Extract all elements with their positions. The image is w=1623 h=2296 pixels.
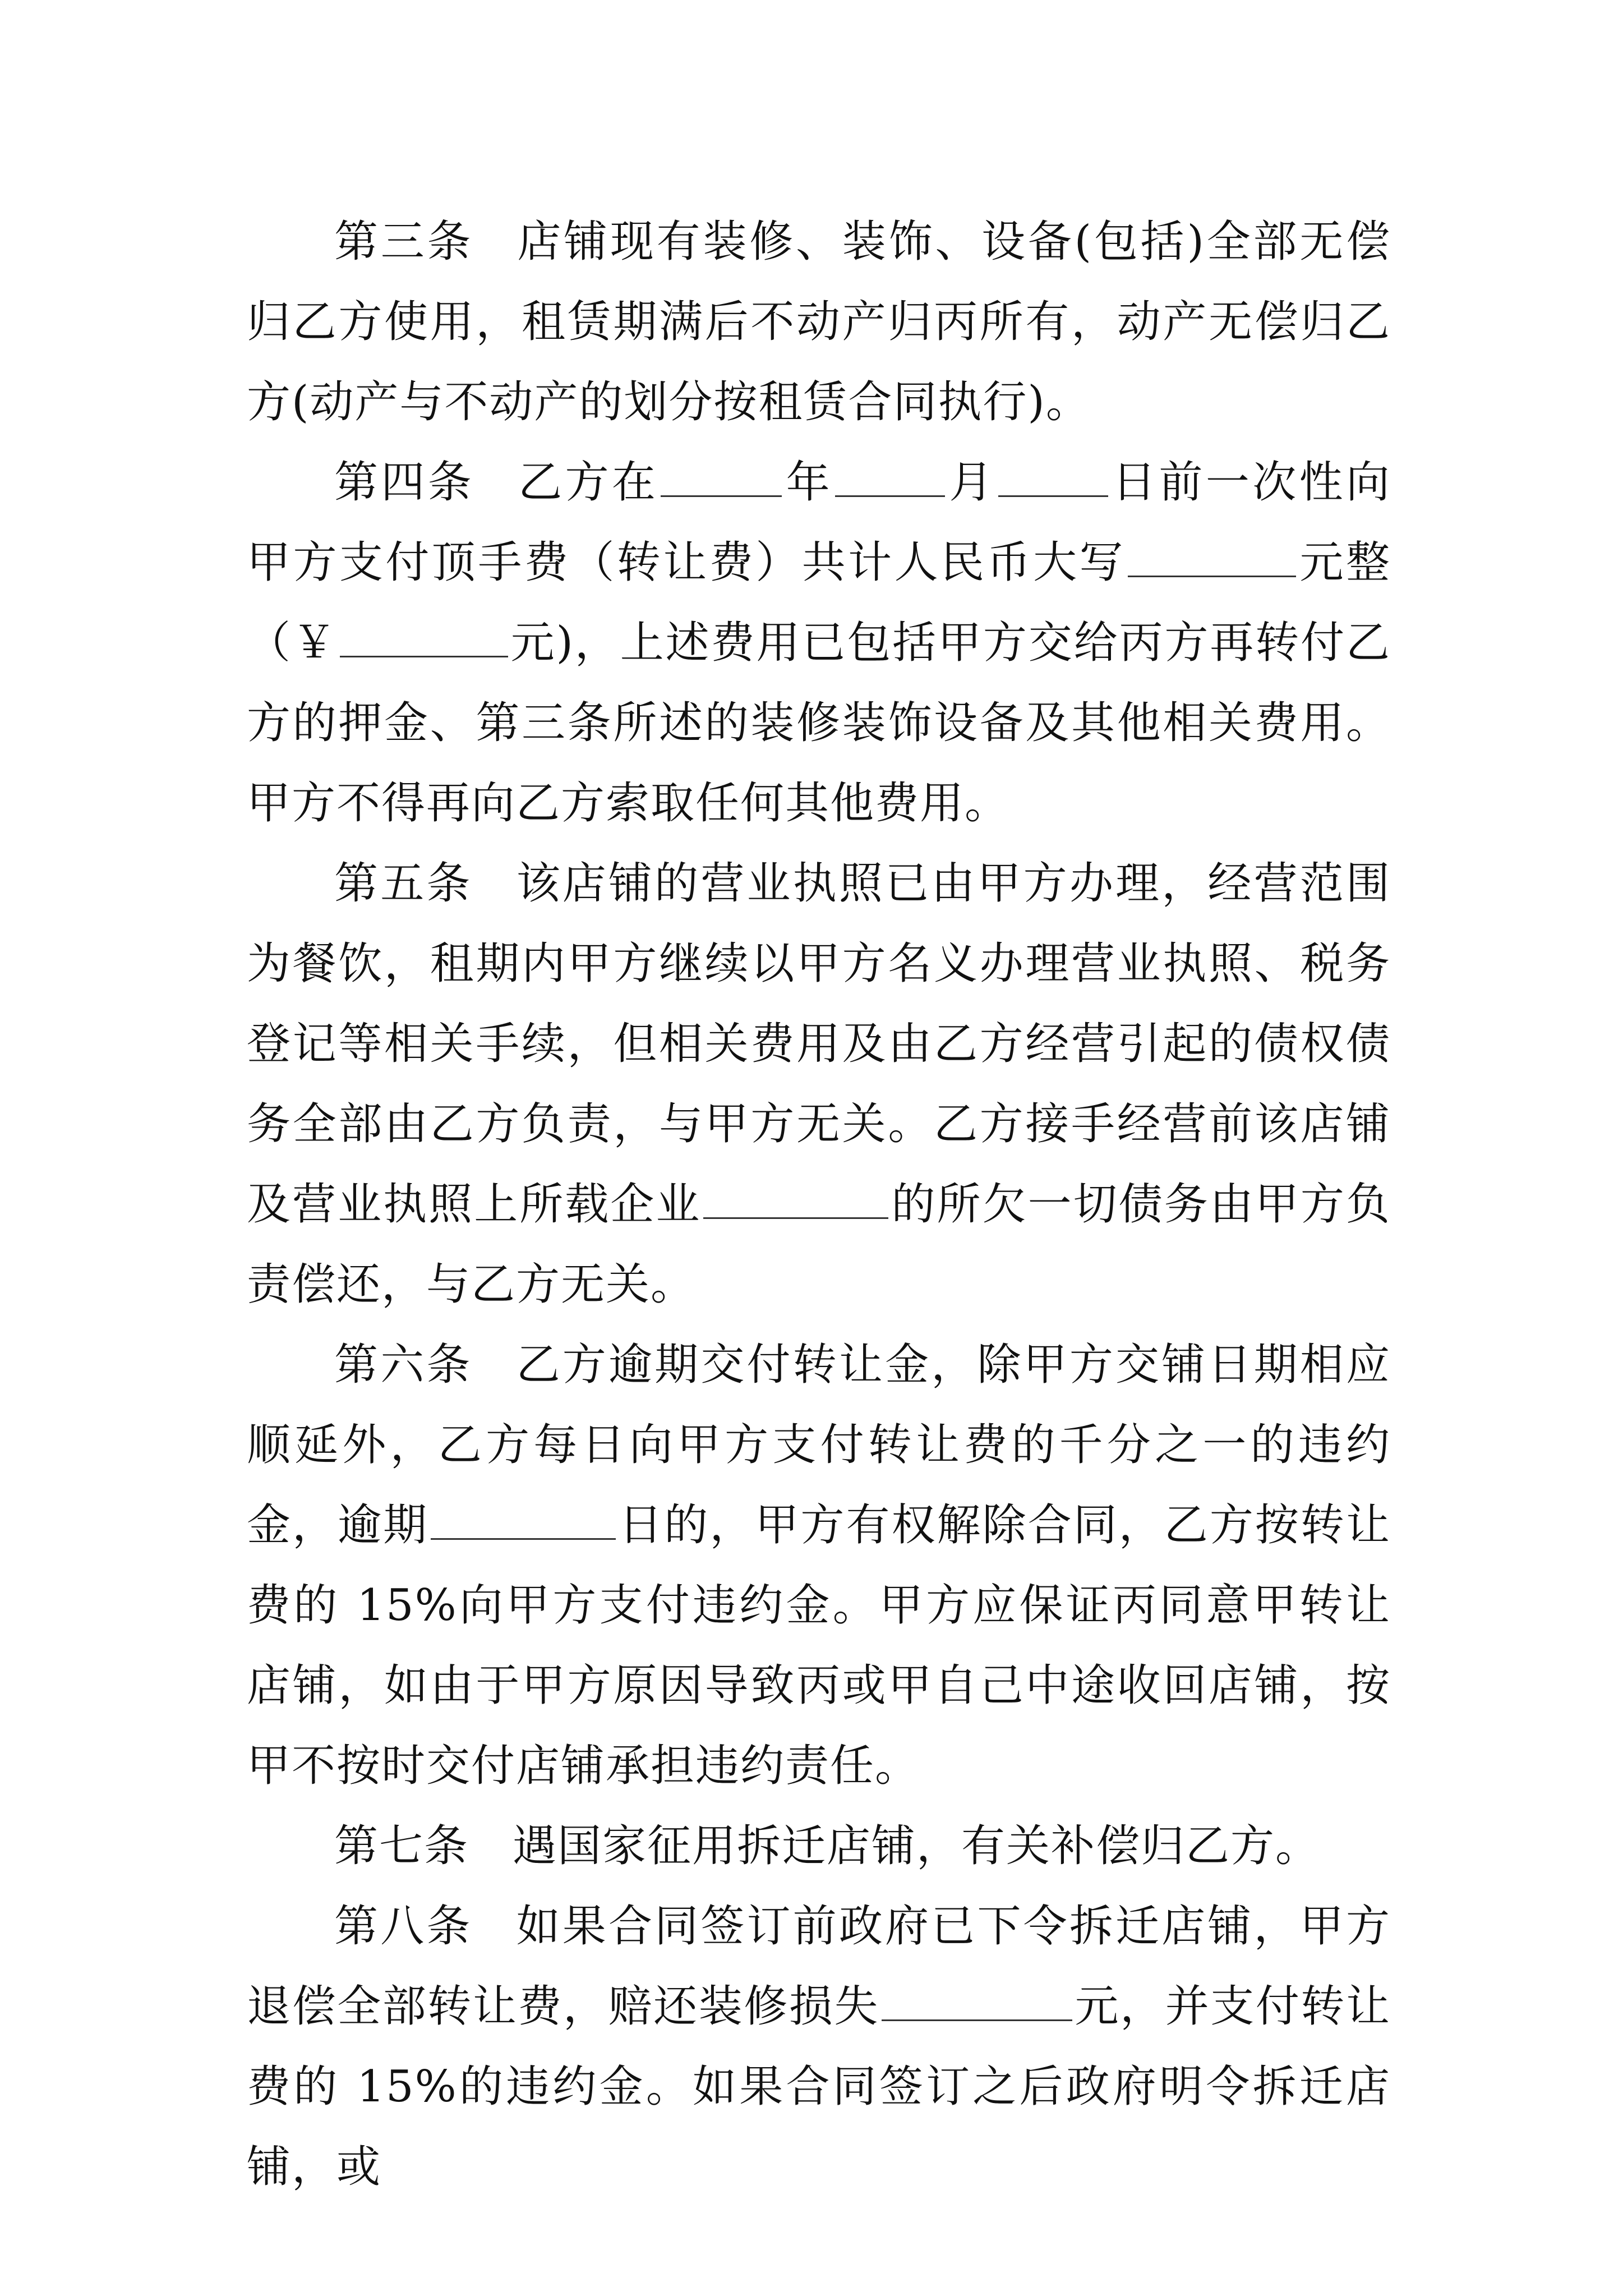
article-number: 第五条 xyxy=(334,858,473,909)
renovation-loss-blank xyxy=(882,1986,1072,2021)
day-blank xyxy=(998,462,1108,497)
overdue-days-blank xyxy=(431,1504,616,1540)
article-text: 的所欠一切债务由甲方负责偿还，与乙方无关。 xyxy=(247,1179,1391,1310)
article-number: 第七条 xyxy=(334,1821,469,1871)
article-text: 日的，甲方有权解除合同，乙方按转让费的 15%向甲方支付违约金。甲方应保证丙同意甲转让店铺，如由于甲方原因导致丙或甲自己中途收回店铺，按甲不按时交付店铺承担违约责任。 xyxy=(247,1500,1391,1791)
article-text: 元整（￥ xyxy=(247,537,1391,668)
article-number: 第四条 xyxy=(334,457,475,508)
article-text: 乙方在 xyxy=(518,457,659,508)
article-6 xyxy=(247,1325,1391,1806)
document-body xyxy=(247,202,1391,2207)
amount-numeric-blank xyxy=(340,622,508,657)
amount-uppercase-blank xyxy=(1128,542,1296,577)
article-5 xyxy=(247,844,1391,1325)
article-text: 月 xyxy=(947,457,996,508)
month-blank xyxy=(835,462,945,497)
article-number: 第八条 xyxy=(334,1901,473,1952)
article-3 xyxy=(247,202,1391,443)
article-text: 日前一次性向甲方支付顶手费（转让费）共计人民币大写 xyxy=(247,457,1391,588)
article-number: 第三条 xyxy=(334,217,474,267)
company-name-blank xyxy=(703,1184,888,1219)
article-text: 元，并支付转让费的 15%的违约金。如果合同签订之后政府明令拆迁店铺，或 xyxy=(247,1981,1391,2192)
article-text: 如果合同签订前政府已下令拆迁店铺，甲方退偿全部转让费，赔还装修损失 xyxy=(247,1901,1391,2032)
article-text: 店铺现有装修、装饰、设备(包括)全部无偿归乙方使用，租赁期满后不动产归丙所有，动产无偿归乙方(动产与不动产的划分按租赁合同执行)。 xyxy=(247,217,1391,427)
article-7 xyxy=(247,1806,1391,1887)
year-blank xyxy=(661,462,782,497)
article-text: 年 xyxy=(784,457,833,508)
article-4 xyxy=(247,443,1391,844)
article-8 xyxy=(247,1887,1391,2207)
article-text: 遇国家征用拆迁店铺，有关补偿归乙方。 xyxy=(513,1821,1321,1871)
article-text: 该店铺的营业执照已由甲方办理，经营范围为餐饮，租期内甲方继续以甲方名义办理营业执照、税务登记等相关手续，但相关费用及由乙方经营引起的债权债务全部由乙方负责，与甲方无关。乙方接手经营前该店铺及营业执照上所载企业 xyxy=(247,858,1391,1230)
article-number: 第六条 xyxy=(334,1340,473,1390)
article-text: 元)，上述费用已包括甲方交给丙方再转付乙方的押金、第三条所述的装修装饰设备及其他相关费用。甲方不得再向乙方索取任何其他费用。 xyxy=(247,618,1391,829)
article-text: 乙方逾期交付转让金，除甲方交铺日期相应顺延外，乙方每日向甲方支付转让费的千分之一的违约金，逾期 xyxy=(247,1340,1391,1550)
